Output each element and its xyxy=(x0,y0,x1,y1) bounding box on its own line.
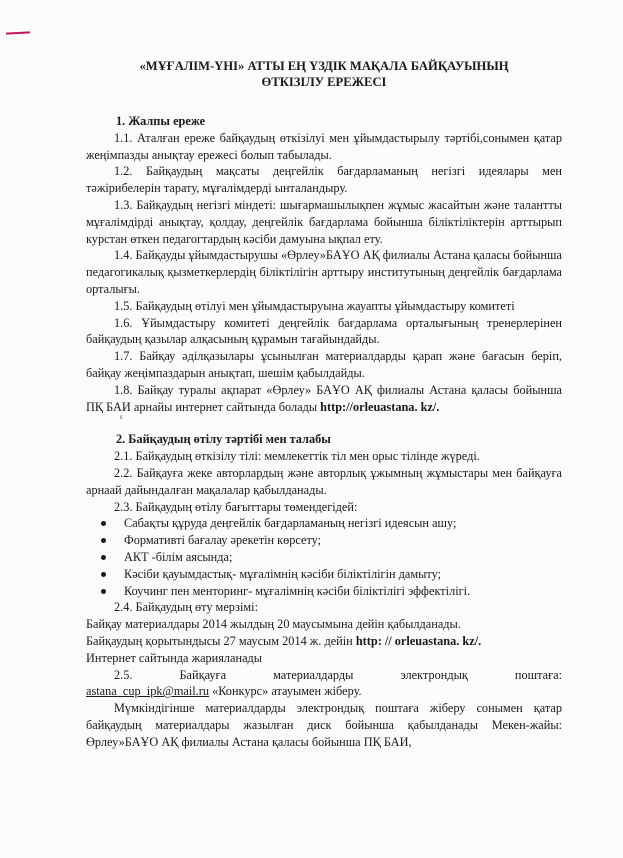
paragraph-1-1: 1.1. Аталған ереже байқаудың өткізілуі мен ұйымдастырылу тәртібі,сонымен қатар жеңімпазды анықтау ережесі болып табылады. xyxy=(86,130,562,162)
list-item: АКТ -білім аясында; xyxy=(86,549,562,566)
email-link[interactable]: astana_cup_ipk@mail.ru xyxy=(86,684,209,699)
results-line: Байқаудың қорытындысы 27 маусым 2014 ж. дейін http: // orleuastana. kz/. xyxy=(86,633,482,648)
bullet-icon xyxy=(101,555,106,560)
email-line: astana_cup_ipk@mail.ru «Конкурс» атауымен жіберу. xyxy=(86,684,362,699)
paragraph-2-1: 2.1. Байқаудың өткізілу тілі: мемлекеттік тіл мен орыс тілінде жүреді. xyxy=(114,449,480,464)
section-2-heading: 2. Байқаудың өтілу тәртібі мен талабы xyxy=(116,432,331,447)
document-page xyxy=(86,54,562,750)
paragraph-1-6: 1.6. Ұйымдастыру комитеті деңгейлік бағдарлама орталығының тренерлерінен байқаудың қазылар алқасының құрамын тағайындайды. xyxy=(86,315,562,347)
list-item: Сабақты құруда деңгейлік бағдарламаның негізгі идеясын ашу; xyxy=(86,515,562,532)
bullet-icon xyxy=(101,572,106,577)
results-link[interactable]: http: // orleuastana. kz/. xyxy=(355,633,482,648)
final-paragraph: Мүмкіндігінше материалдарды электрондық поштаға жіберу сонымен қатар байқаудың материалдары жазылған диск бойынша қабылданады Мекен-жайы: Өрлеу»БАҰО АҚ филиалы Астана қаласы бойынша ПҚ БАИ, xyxy=(86,701,562,749)
list-item: Коучинг пен менторинг- мұғалімнің кәсіби біліктілігі эффектілігі. xyxy=(86,583,562,600)
paragraph-2-5: 2.5. Байқауға материалдарды электрондық поштаға: xyxy=(114,667,562,682)
paragraph-1-8 xyxy=(86,382,562,416)
pen-mark xyxy=(6,31,30,34)
results-tail: Интернет сайтында жарияланады xyxy=(86,650,263,665)
paragraph-2-4: 2.4. Байқаудың өту мерзімі: xyxy=(114,600,258,615)
paragraph-1-3: 1.3. Байқаудың негізгі міндеті: шығармашылықпен жұмыс жасайтын және талантты мұғалімдірді анықтау, қолдау, деңгейлік бағдарлама бойынша біліктіліктерін арттырып курстан өткен педагогтардың кәсіби дамуына ықпал ету. xyxy=(86,197,562,246)
paragraph-1-8-text: 1.8. Байқау туралы ақпарат «Өрлеу» БАҰО АҚ филиалы Астана қаласы бойынша ПҚ БАИ арнайы интернет сайтында болады xyxy=(86,382,562,414)
paragraph-1-4: 1.4. Байқауды ұйымдастырушы «Өрлеу»БАҰО АҚ филиалы Астана қаласы бойынша педагогикалық қызметкерлердің біліктілігін арттыру институтының деңгейлік бағдарлама орталығы. xyxy=(86,248,562,296)
list-item: Формативті бағалау әрекетін көрсету; xyxy=(86,532,562,549)
bullet-icon xyxy=(101,538,106,543)
bullet-icon xyxy=(101,521,106,526)
list-item: Кәсіби қауымдастық- мұғалімнің кәсіби біліктілігін дамыту; xyxy=(86,566,562,583)
section-1-heading: 1. Жалпы ереже xyxy=(116,114,206,128)
bullet-icon xyxy=(101,589,106,594)
paragraph-2-2: 2.2. Байқауға жеке авторлардың және авторлық ұжымның жұмыстары мен байқауға арнаай дайындалған мақалалар қабылданады. xyxy=(86,465,562,497)
title-line-2: ӨТКІЗІЛУ ЕРЕЖЕСІ xyxy=(261,75,387,89)
document-title xyxy=(86,58,562,90)
section-gap xyxy=(86,415,562,431)
bullet-list xyxy=(86,515,562,599)
paragraph-1-5: 1.5. Байқаудың өтілуі мен ұйымдастыруына жауапты ұйымдастыру комитеті xyxy=(114,298,515,313)
title-line-1: «МҰҒАЛІМ-ҮНІ» АТТЫ ЕҢ ҮЗДІК МАҚАЛА БАЙҚАУЫНЫҢ xyxy=(139,59,509,73)
website-link[interactable]: http://orleuastana. kz/. xyxy=(320,399,440,414)
paragraph-1-2: 1.2. Байқаудың мақсаты деңгейлік бағдарламаның негізгі идеялары мен тәжірибелерін тарату, мұғалімдерді ынталандыру. xyxy=(86,164,562,196)
paragraph-2-3: 2.3. Байқаудың өтілу бағыттары төмендегідей: xyxy=(114,499,358,514)
stray-mark: ε xyxy=(120,415,123,422)
deadline-line: Байқау материалдары 2014 жылдың 20 маусымына дейін қабылданады. xyxy=(86,617,461,632)
paragraph-1-7: 1.7. Байқау әділқазылары ұсынылған материалдарды қарап және бағасын беріп, байқау жеңімпаздарын анықтап, шешім қабылдайды. xyxy=(86,349,562,380)
